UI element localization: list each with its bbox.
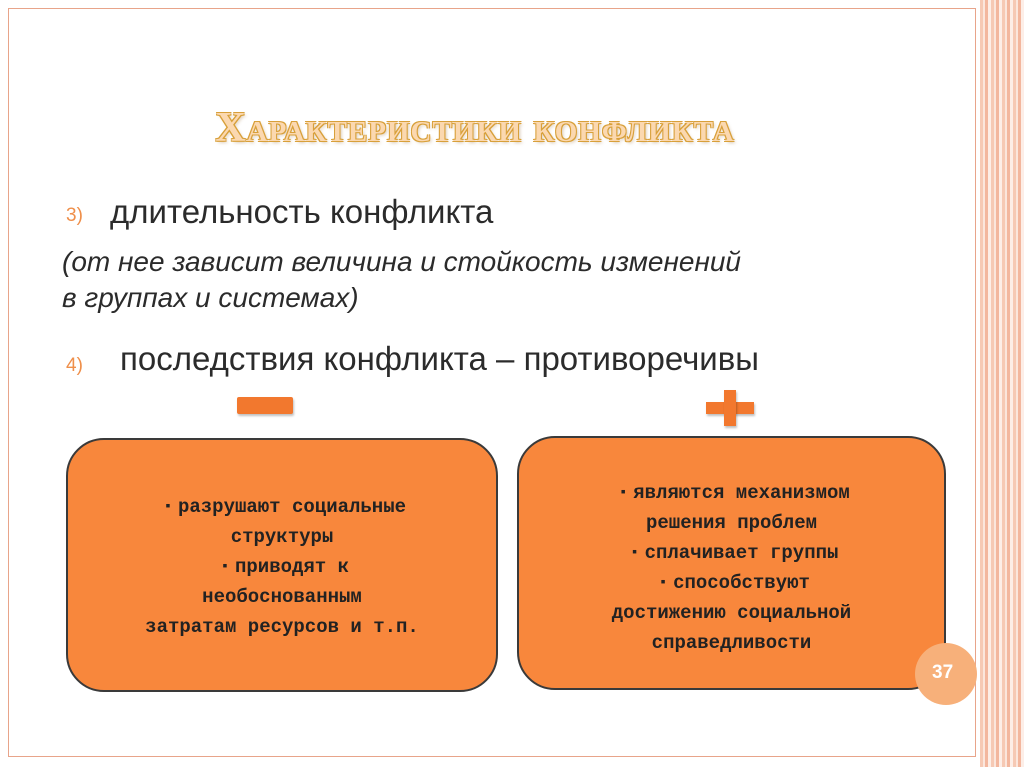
decorative-stripes — [980, 0, 1024, 767]
minus-icon — [237, 397, 293, 414]
negative-line-3: ▪ приводят к — [68, 552, 496, 582]
bullet-icon: ▪ — [630, 545, 639, 561]
bullet-icon: ▪ — [220, 559, 230, 575]
item-number-4: 4) — [66, 355, 83, 376]
bullet-icon: ▪ — [163, 499, 173, 515]
item-text-duration: длительность конфликта — [110, 193, 494, 230]
positive-line-6: справедливости — [651, 632, 812, 654]
negative-consequences-box — [66, 438, 498, 692]
negative-line-5: затратам ресурсов и т.п. — [145, 616, 419, 638]
negative-line-2: структуры — [230, 526, 334, 548]
positive-line-1: ▪ являются механизмом — [519, 478, 944, 508]
item-text-consequences: последствия конфликта – противоречивы — [120, 340, 759, 377]
positive-consequences-box — [517, 436, 946, 690]
bullet-icon: ▪ — [658, 575, 668, 591]
note-line-1: (от нее зависит величина и стойкость изменений — [62, 246, 741, 277]
plus-icon — [706, 390, 754, 426]
negative-line-1: ▪ разрушают социальные — [68, 492, 496, 522]
page-number: 37 — [932, 662, 954, 683]
positive-line-5: достижению социальной — [611, 602, 852, 624]
positive-line-3: ▪ сплачивает группы — [519, 538, 944, 568]
positive-line-4: ▪ способствуют — [519, 568, 944, 598]
positive-line-2: решения проблем — [645, 512, 818, 534]
item-number-3: 3) — [66, 205, 83, 226]
note-line-2: в группах и системах) — [62, 282, 359, 313]
slide-title: Характеристики конфликта — [215, 105, 735, 151]
bullet-icon: ▪ — [618, 485, 628, 501]
negative-line-4: необоснованным — [202, 586, 362, 608]
note-text — [62, 244, 932, 316]
